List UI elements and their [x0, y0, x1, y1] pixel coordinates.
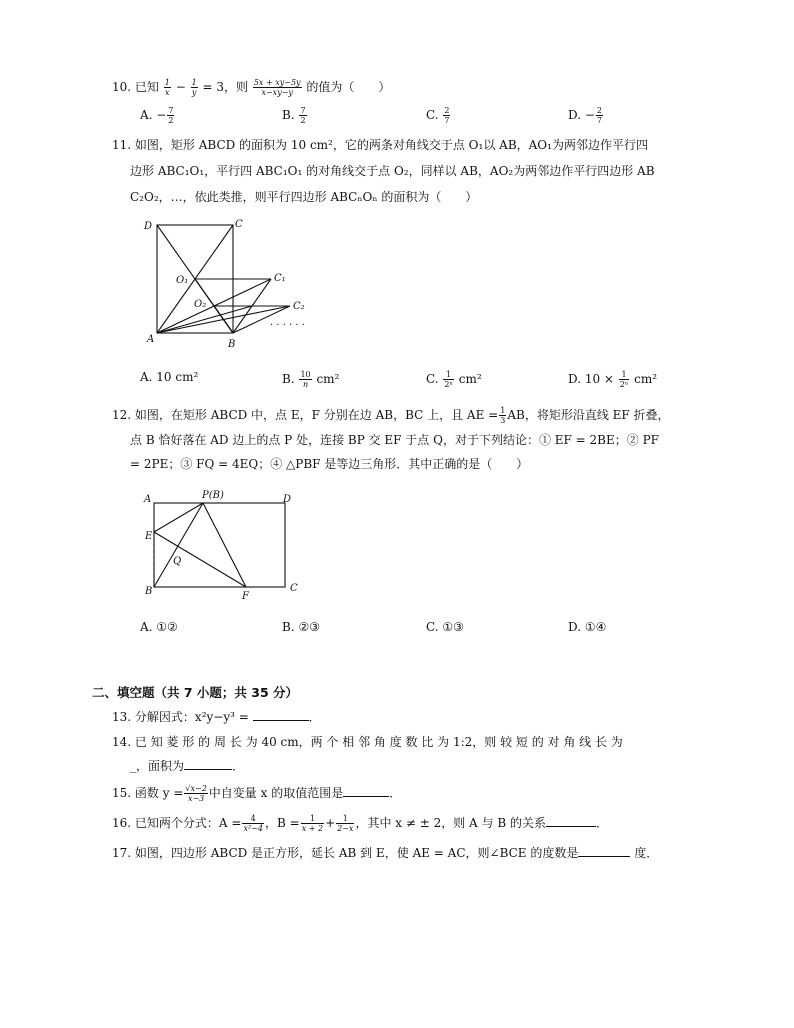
- q12-line1-b: AB，将矩形沿直线 EF 折叠，: [507, 408, 670, 422]
- q11-option-d[interactable]: [568, 370, 657, 389]
- q14-line1: 已 知 菱 形 的 周 长 为 40 cm，两 个 相 邻 角 度 数 比 为 1:2，则 较 短 的 对 角 线 长 为: [134, 735, 623, 749]
- q10-option-c[interactable]: [426, 106, 451, 125]
- q10-option-c-label: C.: [426, 108, 443, 122]
- q12-label-q: Q: [173, 556, 182, 567]
- q10-number: 10.: [112, 80, 132, 94]
- q11-o2-b: [214, 306, 233, 333]
- q10-big-num: 5x + xy−5y: [253, 78, 301, 87]
- q11-option-d-num: 1: [619, 370, 630, 380]
- q16-answer-blank[interactable]: [546, 814, 596, 827]
- q14-end: ．: [232, 759, 245, 773]
- q16-b-prefix: ，B =: [264, 816, 300, 830]
- question-17: [112, 843, 712, 863]
- q11-label-c1: C₁: [274, 273, 286, 284]
- q12-option-a[interactable]: A. ①②: [140, 620, 178, 634]
- q11-label-o2: O₂: [194, 299, 207, 310]
- question-10: [112, 77, 712, 97]
- q10-option-b-num: 7: [300, 106, 306, 115]
- q10-option-d-den: 7: [596, 116, 602, 125]
- q13-end: ．: [308, 710, 321, 724]
- q14-line2-a: _，面积为: [130, 759, 185, 773]
- q15-end: ．: [389, 786, 402, 800]
- q12-rect-abcd: [154, 503, 285, 587]
- q17-text: 如图，四边形 ABCD 是正方形，延长 AB 到 E，使 AE = AC，则∠BCE 的度数是: [134, 846, 579, 860]
- q12-line3: = 2PE；③ FQ = 4EQ；④ △PBF 是等边三角形．其中正确的是（ ）: [130, 457, 529, 471]
- q16-b2-den: 2−x: [337, 824, 354, 833]
- q11-line2: 边形 ABC₁O₁，平行四 ABC₁O₁ 的对角线交于点 O₂，同样以 AB，AO₂为两邻边作平行四边形 AB: [130, 164, 655, 178]
- q12-label-f: F: [242, 591, 249, 602]
- q11-option-b[interactable]: [282, 370, 339, 389]
- q16-plus: +: [325, 816, 336, 830]
- q14-answer-blank[interactable]: [184, 757, 232, 770]
- q10-option-b[interactable]: [282, 106, 308, 125]
- q12-line1-a: 如图，在矩形 ABCD 中，点 E，F 分别在边 AB，BC 上，且 AE =: [134, 408, 499, 422]
- q11-option-d-label: D. 10 ×: [568, 372, 618, 386]
- q11-label-c: C: [235, 219, 243, 230]
- q10-frac1: [164, 78, 171, 97]
- q12-label-b: B: [145, 586, 153, 597]
- q12-label-pb: P(B): [202, 490, 224, 501]
- q11-label-o1: O₁: [176, 275, 189, 286]
- q11-option-b-unit: cm²: [312, 372, 340, 386]
- q13-text: 分解因式：x²y−y³ =: [134, 710, 253, 724]
- q10-option-b-den: 2: [300, 116, 306, 125]
- q12-figure: [140, 488, 310, 603]
- q10-option-b-label: B.: [282, 108, 299, 122]
- q10-prefix: 已知: [134, 80, 159, 94]
- q10-option-a-num: 7: [168, 106, 174, 115]
- q10-option-d[interactable]: [568, 106, 604, 125]
- q15-answer-blank[interactable]: [343, 784, 389, 797]
- q12-option-b[interactable]: B. ②③: [282, 620, 320, 634]
- q11-option-c-unit: cm²: [454, 372, 482, 386]
- q12-label-c: C: [290, 583, 298, 594]
- q12-frac-num: 1: [500, 406, 506, 415]
- q11-option-c-den: 2ⁿ: [444, 380, 453, 389]
- q10-option-a-den: 2: [168, 116, 174, 125]
- q16-b1-num: 1: [301, 814, 324, 824]
- q12-frac-den: 3: [500, 416, 506, 425]
- question-12: [112, 405, 712, 474]
- q15-suffix: 中自变量 x 的取值范围是: [208, 786, 344, 800]
- question-11: [112, 135, 712, 207]
- q10-option-c-num: 2: [444, 106, 450, 115]
- q16-a-prefix: 已知两个分式：A =: [134, 816, 242, 830]
- q10-frac1-den: x: [165, 88, 170, 97]
- q11-option-a[interactable]: A. 10 cm²: [140, 370, 199, 384]
- q10-suffix: 的值为（ ）: [306, 80, 391, 94]
- q11-label-dots: · · · · · ·: [270, 320, 305, 331]
- q12-option-d[interactable]: D. ①④: [568, 620, 607, 634]
- question-13: [112, 707, 712, 727]
- q12-label-a: A: [144, 494, 152, 505]
- q16-number: 16.: [112, 816, 132, 830]
- q11-label-a: A: [147, 334, 155, 345]
- q15-prefix: 函数 y =: [134, 786, 184, 800]
- q11-number: 11.: [112, 138, 132, 152]
- q11-option-c-label: C.: [426, 372, 443, 386]
- q11-line1: 如图，矩形 ABCD 的面积为 10 cm²，它的两条对角线交于点 O₁以 AB，AO₁为两邻边作平行四: [134, 138, 648, 152]
- question-15: [112, 783, 712, 803]
- q11-option-d-den: 2ⁿ: [619, 380, 629, 389]
- q12-b-p: [154, 503, 203, 587]
- q11-option-b-label: B.: [282, 372, 299, 386]
- q12-option-c[interactable]: C. ①③: [426, 620, 464, 634]
- q13-answer-blank[interactable]: [253, 708, 309, 721]
- q11-options: [140, 370, 700, 388]
- q10-option-a[interactable]: [140, 106, 175, 125]
- q13-number: 13.: [112, 710, 132, 724]
- q10-frac2-den: y: [191, 88, 197, 97]
- q11-option-c[interactable]: [426, 370, 482, 389]
- q17-end: 度．: [630, 846, 659, 860]
- q11-option-d-unit: cm²: [630, 372, 658, 386]
- q14-number: 14.: [112, 735, 132, 749]
- q11-label-c2: C₂: [293, 301, 305, 312]
- q10-option-d-num: 2: [596, 106, 602, 115]
- q16-end: ．: [595, 816, 608, 830]
- question-16: [112, 813, 712, 833]
- q11-label-b: B: [228, 339, 236, 350]
- q10-options: [140, 106, 700, 124]
- question-14: [112, 732, 712, 776]
- q12-label-d: D: [283, 494, 292, 505]
- q10-option-d-label: D. −: [568, 108, 595, 122]
- q17-answer-blank[interactable]: [578, 844, 630, 857]
- q10-frac2-num: 1: [191, 78, 197, 87]
- q11-line3: C₂O₂，…，依此类推，则平行四边形 ABCₙOₙ 的面积为（ ）: [130, 190, 478, 204]
- section-2-title: 二、填空题（共 7 小题；共 35 分）: [92, 685, 299, 700]
- q16-b1-den: x + 2: [301, 824, 324, 833]
- q12-e-p: [154, 503, 203, 532]
- q16-a-den: x²−4: [243, 824, 263, 833]
- q10-option-c-den: 7: [444, 116, 450, 125]
- q16-a-num: 4: [242, 814, 264, 824]
- q12-options: [140, 620, 700, 638]
- q10-minus: −: [175, 80, 186, 94]
- q11-option-b-den: n: [302, 380, 309, 389]
- q16-suffix: ，其中 x ≠ ± 2，则 A 与 B 的关系: [355, 816, 546, 830]
- q12-label-e: E: [145, 531, 153, 542]
- q16-b2-num: 1: [336, 814, 354, 824]
- q15-den: x−3: [187, 794, 205, 803]
- q10-option-a-label: A. −: [140, 108, 167, 122]
- q11-label-d: D: [144, 221, 153, 232]
- q11-figure: [140, 215, 340, 350]
- q11-option-b-num: 10: [300, 370, 311, 379]
- q17-number: 17.: [112, 846, 132, 860]
- q10-big-den: x−xy−y: [261, 88, 293, 97]
- q10-big-frac: [253, 78, 302, 97]
- q12-number: 12.: [112, 408, 132, 422]
- q10-eq: = 3，则: [202, 80, 249, 94]
- q11-option-c-num: 1: [443, 370, 454, 380]
- q15-num: √x−2: [185, 784, 207, 793]
- q15-number: 15.: [112, 786, 132, 800]
- q12-line2: 点 B 恰好落在 AD 边上的点 P 处，连接 BP 交 EF 于点 Q，对于下列结论：① EF = 2BE；② PF: [130, 433, 659, 447]
- q10-frac2: [191, 78, 198, 97]
- q10-frac1-num: 1: [164, 78, 170, 87]
